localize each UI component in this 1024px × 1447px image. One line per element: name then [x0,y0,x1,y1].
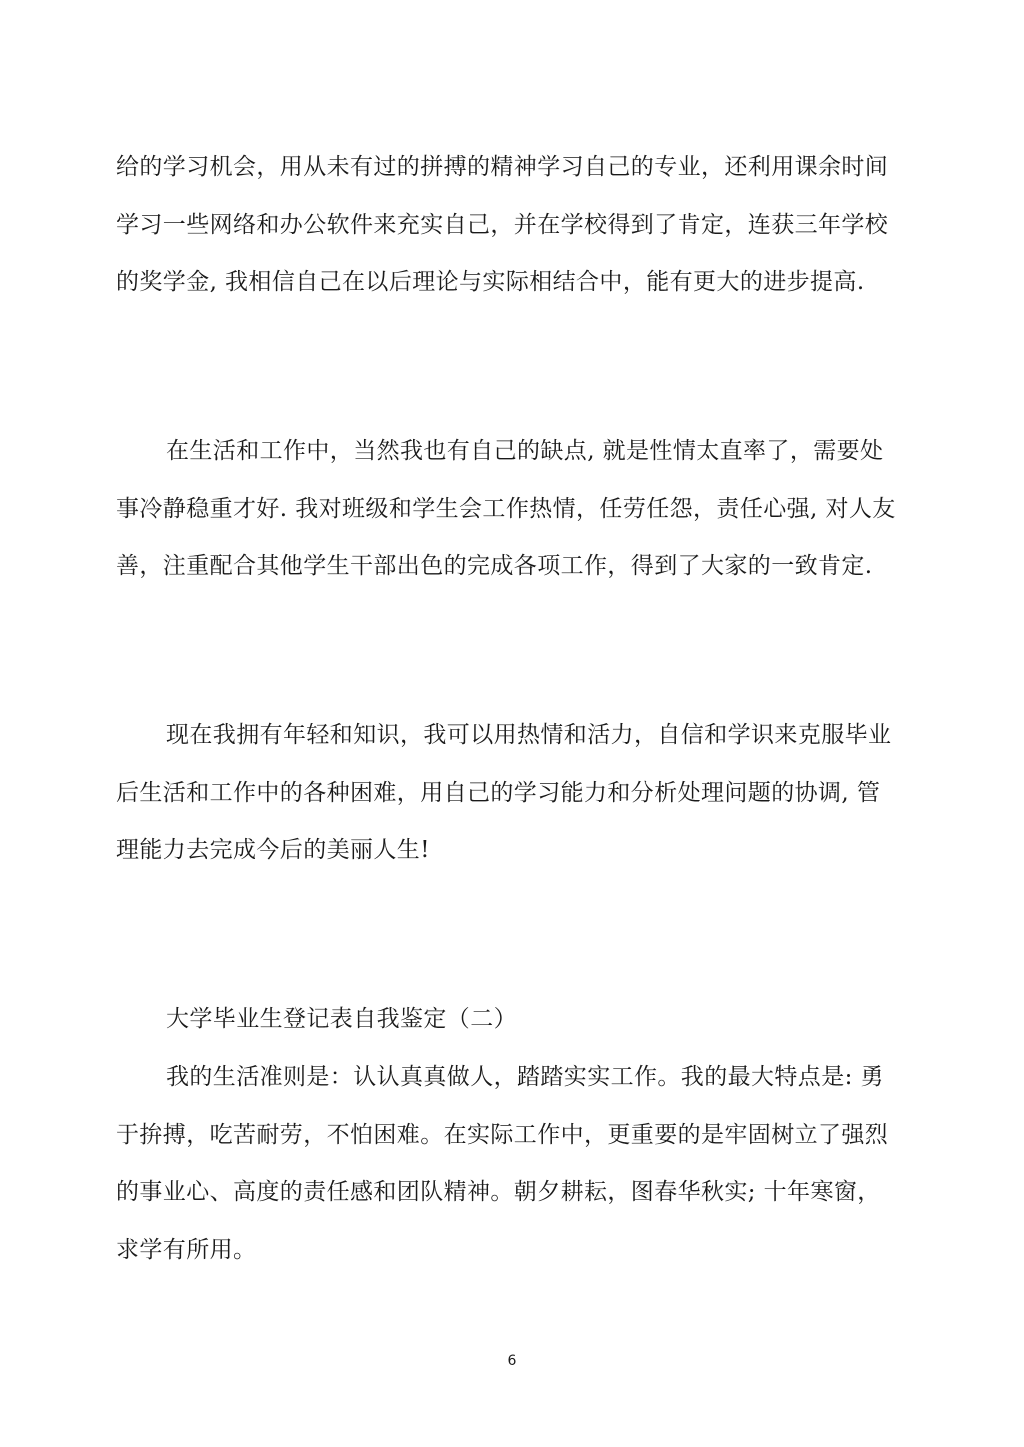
paragraph-1-line-2: 学习一些网络和办公软件来充实自己，并在学校得到了肯定，连获三年学校 [116,212,889,238]
paragraph-1-line-1: 给的学习机会，用从未有过的拼搏的精神学习自己的专业，还利用课余时间 [116,154,889,180]
final-paragraph-line-4: 求学有所用。 [116,1237,257,1263]
paragraph-2-line-1: 在生活和工作中，当然我也有自己的缺点, 就是性情太直率了，需要处 [166,438,884,464]
final-paragraph-line-1: 我的生活准则是：认认真真做人，踏踏实实工作。我的最大特点是: 勇 [166,1064,884,1090]
final-paragraph-line-3: 的事业心、高度的责任感和团队精神。朝夕耕耘，图春华秋实; 十年寒窗， [116,1179,881,1205]
final-paragraph-line-2: 于拚搏，吃苦耐劳，不怕困难。在实际工作中，更重要的是牢固树立了强烈 [116,1122,889,1148]
paragraph-2-line-2: 事冷静稳重才好. 我对班级和学生会工作热情，任劳任怨，责任心强, 对人友 [116,496,896,522]
paragraph-3-line-2: 后生活和工作中的各种困难，用自己的学习能力和分析处理问题的协调, 管 [116,780,881,806]
paragraph-1-line-3: 的奖学金, 我相信自己在以后理论与实际相结合中，能有更大的进步提高. [116,269,865,295]
paragraph-2-line-3: 善，注重配合其他学生干部出色的完成各项工作，得到了大家的一致肯定. [116,553,873,579]
page-number: 6 [507,1353,517,1369]
paragraph-3-line-1: 现在我拥有年轻和知识，我可以用热情和活力，自信和学识来克服毕业 [166,722,892,748]
section-title: 大学毕业生登记表自我鉴定（二） [166,1006,517,1032]
paragraph-3-line-3: 理能力去完成今后的美丽人生! [116,837,430,863]
